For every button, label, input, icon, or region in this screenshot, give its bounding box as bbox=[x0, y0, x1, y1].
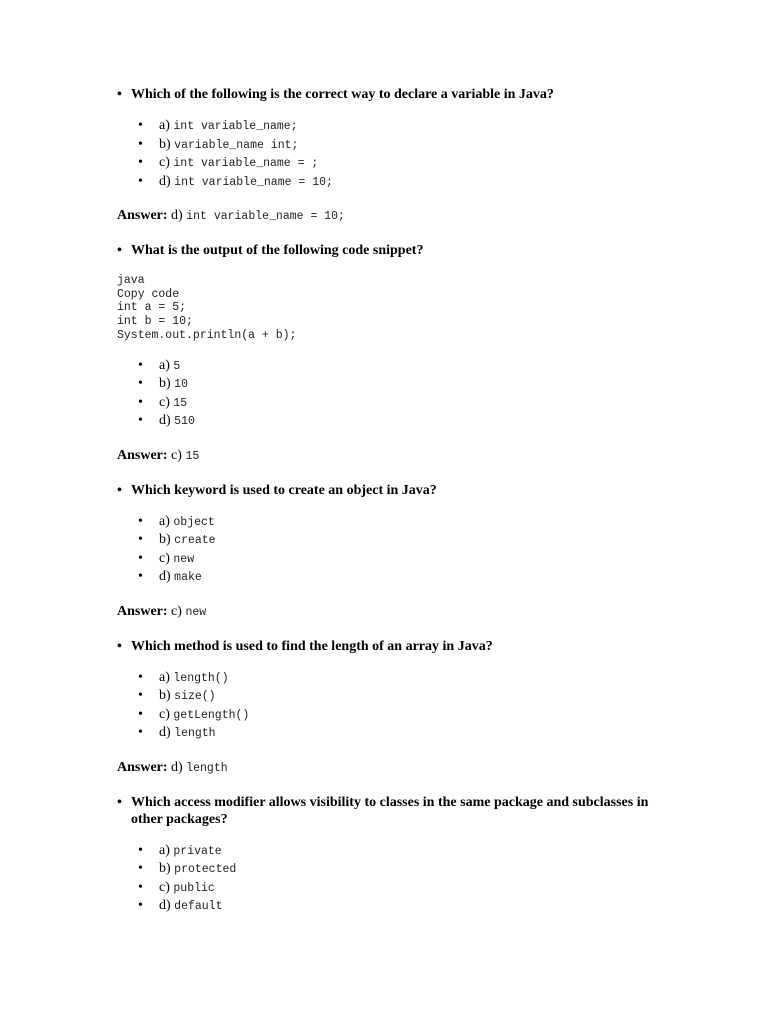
option-code: create bbox=[174, 534, 216, 548]
answer-choice: d) bbox=[171, 208, 183, 223]
question-block-3 bbox=[117, 482, 657, 621]
option-bullet: • bbox=[138, 725, 143, 741]
option-label: b) bbox=[159, 532, 171, 548]
option-bullet: • bbox=[138, 669, 143, 685]
option-label: a) bbox=[159, 669, 170, 685]
option-label: d) bbox=[159, 173, 171, 189]
answer-1 bbox=[117, 207, 657, 225]
code-line: int b = 10; bbox=[117, 315, 193, 329]
option-code: public bbox=[173, 881, 215, 895]
code-line: System.out.println(a + b); bbox=[117, 328, 297, 342]
question-3 bbox=[117, 482, 657, 499]
option-4a bbox=[138, 669, 657, 688]
option-bullet: • bbox=[138, 357, 143, 373]
option-3b bbox=[138, 531, 657, 550]
option-code: getLength() bbox=[173, 708, 250, 722]
option-code: default bbox=[174, 900, 223, 914]
option-bullet: • bbox=[138, 879, 143, 895]
answer-label: Answer: bbox=[117, 759, 168, 775]
option-bullet: • bbox=[138, 513, 143, 529]
option-label: a) bbox=[159, 513, 170, 529]
question-4 bbox=[117, 638, 657, 655]
option-bullet: • bbox=[138, 569, 143, 585]
question-bullet: • bbox=[117, 87, 122, 102]
answer-choice: c) bbox=[171, 447, 182, 463]
option-bullet: • bbox=[138, 550, 143, 566]
option-label: a) bbox=[159, 842, 170, 858]
option-bullet: • bbox=[138, 173, 143, 189]
option-label: b) bbox=[159, 136, 171, 152]
question-2-text: What is the output of the following code snippet? bbox=[131, 243, 424, 258]
option-label: b) bbox=[159, 861, 171, 877]
option-code: object bbox=[173, 515, 215, 529]
options-list-4 bbox=[117, 669, 657, 743]
question-5 bbox=[117, 794, 657, 828]
option-bullet: • bbox=[138, 413, 143, 429]
option-code: int variable_name; bbox=[173, 120, 298, 133]
option-label: c) bbox=[159, 550, 170, 566]
option-code: variable_name int; bbox=[174, 138, 299, 152]
option-3d bbox=[138, 568, 657, 587]
option-bullet: • bbox=[138, 118, 143, 133]
option-1a bbox=[138, 117, 657, 136]
option-4b bbox=[138, 687, 657, 706]
option-bullet: • bbox=[138, 136, 143, 152]
option-bullet: • bbox=[138, 532, 143, 548]
option-bullet: • bbox=[138, 861, 143, 877]
option-code: new bbox=[173, 552, 195, 566]
answer-2 bbox=[117, 447, 657, 465]
answer-3 bbox=[117, 603, 657, 621]
option-label: c) bbox=[159, 879, 170, 895]
option-bullet: • bbox=[138, 898, 143, 914]
option-5b bbox=[138, 860, 657, 879]
question-bullet: • bbox=[117, 794, 122, 810]
option-label: c) bbox=[159, 394, 170, 410]
option-5d bbox=[138, 897, 657, 916]
option-5a bbox=[138, 842, 657, 861]
answer-label: Answer: bbox=[117, 603, 168, 619]
option-label: b) bbox=[159, 376, 171, 392]
option-2c bbox=[138, 394, 657, 413]
option-label: d) bbox=[159, 569, 171, 585]
question-4-text: Which method is used to find the length of an array in Java? bbox=[131, 638, 493, 654]
copy-code-link[interactable]: Copy code bbox=[117, 287, 180, 301]
option-code: make bbox=[174, 571, 202, 585]
option-3c bbox=[138, 550, 657, 569]
option-code: int variable_name = 10; bbox=[174, 175, 333, 189]
option-code: 10 bbox=[174, 378, 188, 392]
option-code: 5 bbox=[173, 359, 181, 373]
options-list-1 bbox=[117, 117, 657, 191]
code-snippet bbox=[117, 274, 657, 343]
option-code: length bbox=[174, 727, 216, 741]
question-block-2 bbox=[117, 242, 657, 465]
question-2 bbox=[117, 242, 657, 259]
question-block-4 bbox=[117, 638, 657, 777]
answer-choice: d) bbox=[171, 759, 183, 775]
question-block-1 bbox=[117, 86, 657, 225]
option-bullet: • bbox=[138, 688, 143, 704]
option-code: 510 bbox=[174, 415, 195, 429]
option-bullet: • bbox=[138, 706, 143, 722]
document-page bbox=[117, 86, 657, 916]
option-bullet: • bbox=[138, 376, 143, 392]
option-code: size() bbox=[174, 690, 216, 704]
question-3-text: Which keyword is used to create an object in Java? bbox=[131, 482, 437, 498]
option-label: d) bbox=[159, 898, 171, 914]
question-1 bbox=[117, 86, 657, 103]
option-1c bbox=[138, 154, 657, 173]
option-label: b) bbox=[159, 688, 171, 704]
code-line-lang: java bbox=[117, 274, 145, 287]
option-label: c) bbox=[159, 155, 170, 170]
option-label: a) bbox=[159, 118, 170, 133]
answer-label: Answer: bbox=[117, 447, 168, 463]
options-list-2 bbox=[117, 357, 657, 431]
answer-code: length bbox=[186, 761, 228, 775]
option-5c bbox=[138, 879, 657, 898]
option-label: a) bbox=[159, 357, 170, 373]
option-2d bbox=[138, 412, 657, 431]
option-code: length() bbox=[173, 671, 229, 685]
option-code: int variable_name = ; bbox=[173, 157, 319, 170]
answer-label: Answer: bbox=[117, 208, 168, 223]
option-1d bbox=[138, 173, 657, 192]
question-bullet: • bbox=[117, 638, 122, 654]
code-line: int a = 5; bbox=[117, 301, 187, 315]
question-5-text: Which access modifier allows visibility to classes in the same package and subclasses in other packages? bbox=[131, 794, 649, 827]
option-code: protected bbox=[174, 863, 237, 877]
options-list-3 bbox=[117, 513, 657, 587]
option-bullet: • bbox=[138, 842, 143, 858]
option-bullet: • bbox=[138, 394, 143, 410]
options-list-5 bbox=[117, 842, 657, 916]
answer-code: int variable_name = 10; bbox=[186, 210, 345, 223]
option-bullet: • bbox=[138, 155, 143, 170]
option-code: 15 bbox=[173, 396, 188, 410]
option-1b bbox=[138, 136, 657, 155]
question-1-text: Which of the following is the correct way to declare a variable in Java? bbox=[131, 87, 554, 102]
option-3a bbox=[138, 513, 657, 532]
option-2a bbox=[138, 357, 657, 376]
option-4d bbox=[138, 724, 657, 743]
question-bullet: • bbox=[117, 243, 122, 258]
option-label: d) bbox=[159, 413, 171, 429]
option-4c bbox=[138, 706, 657, 725]
option-label: d) bbox=[159, 725, 171, 741]
answer-4 bbox=[117, 759, 657, 777]
answer-choice: c) bbox=[171, 603, 182, 619]
option-label: c) bbox=[159, 706, 170, 722]
answer-code: 15 bbox=[185, 449, 200, 463]
question-bullet: • bbox=[117, 482, 122, 498]
option-code: private bbox=[173, 844, 222, 858]
question-block-5 bbox=[117, 794, 657, 916]
answer-code: new bbox=[185, 605, 207, 619]
option-2b bbox=[138, 375, 657, 394]
